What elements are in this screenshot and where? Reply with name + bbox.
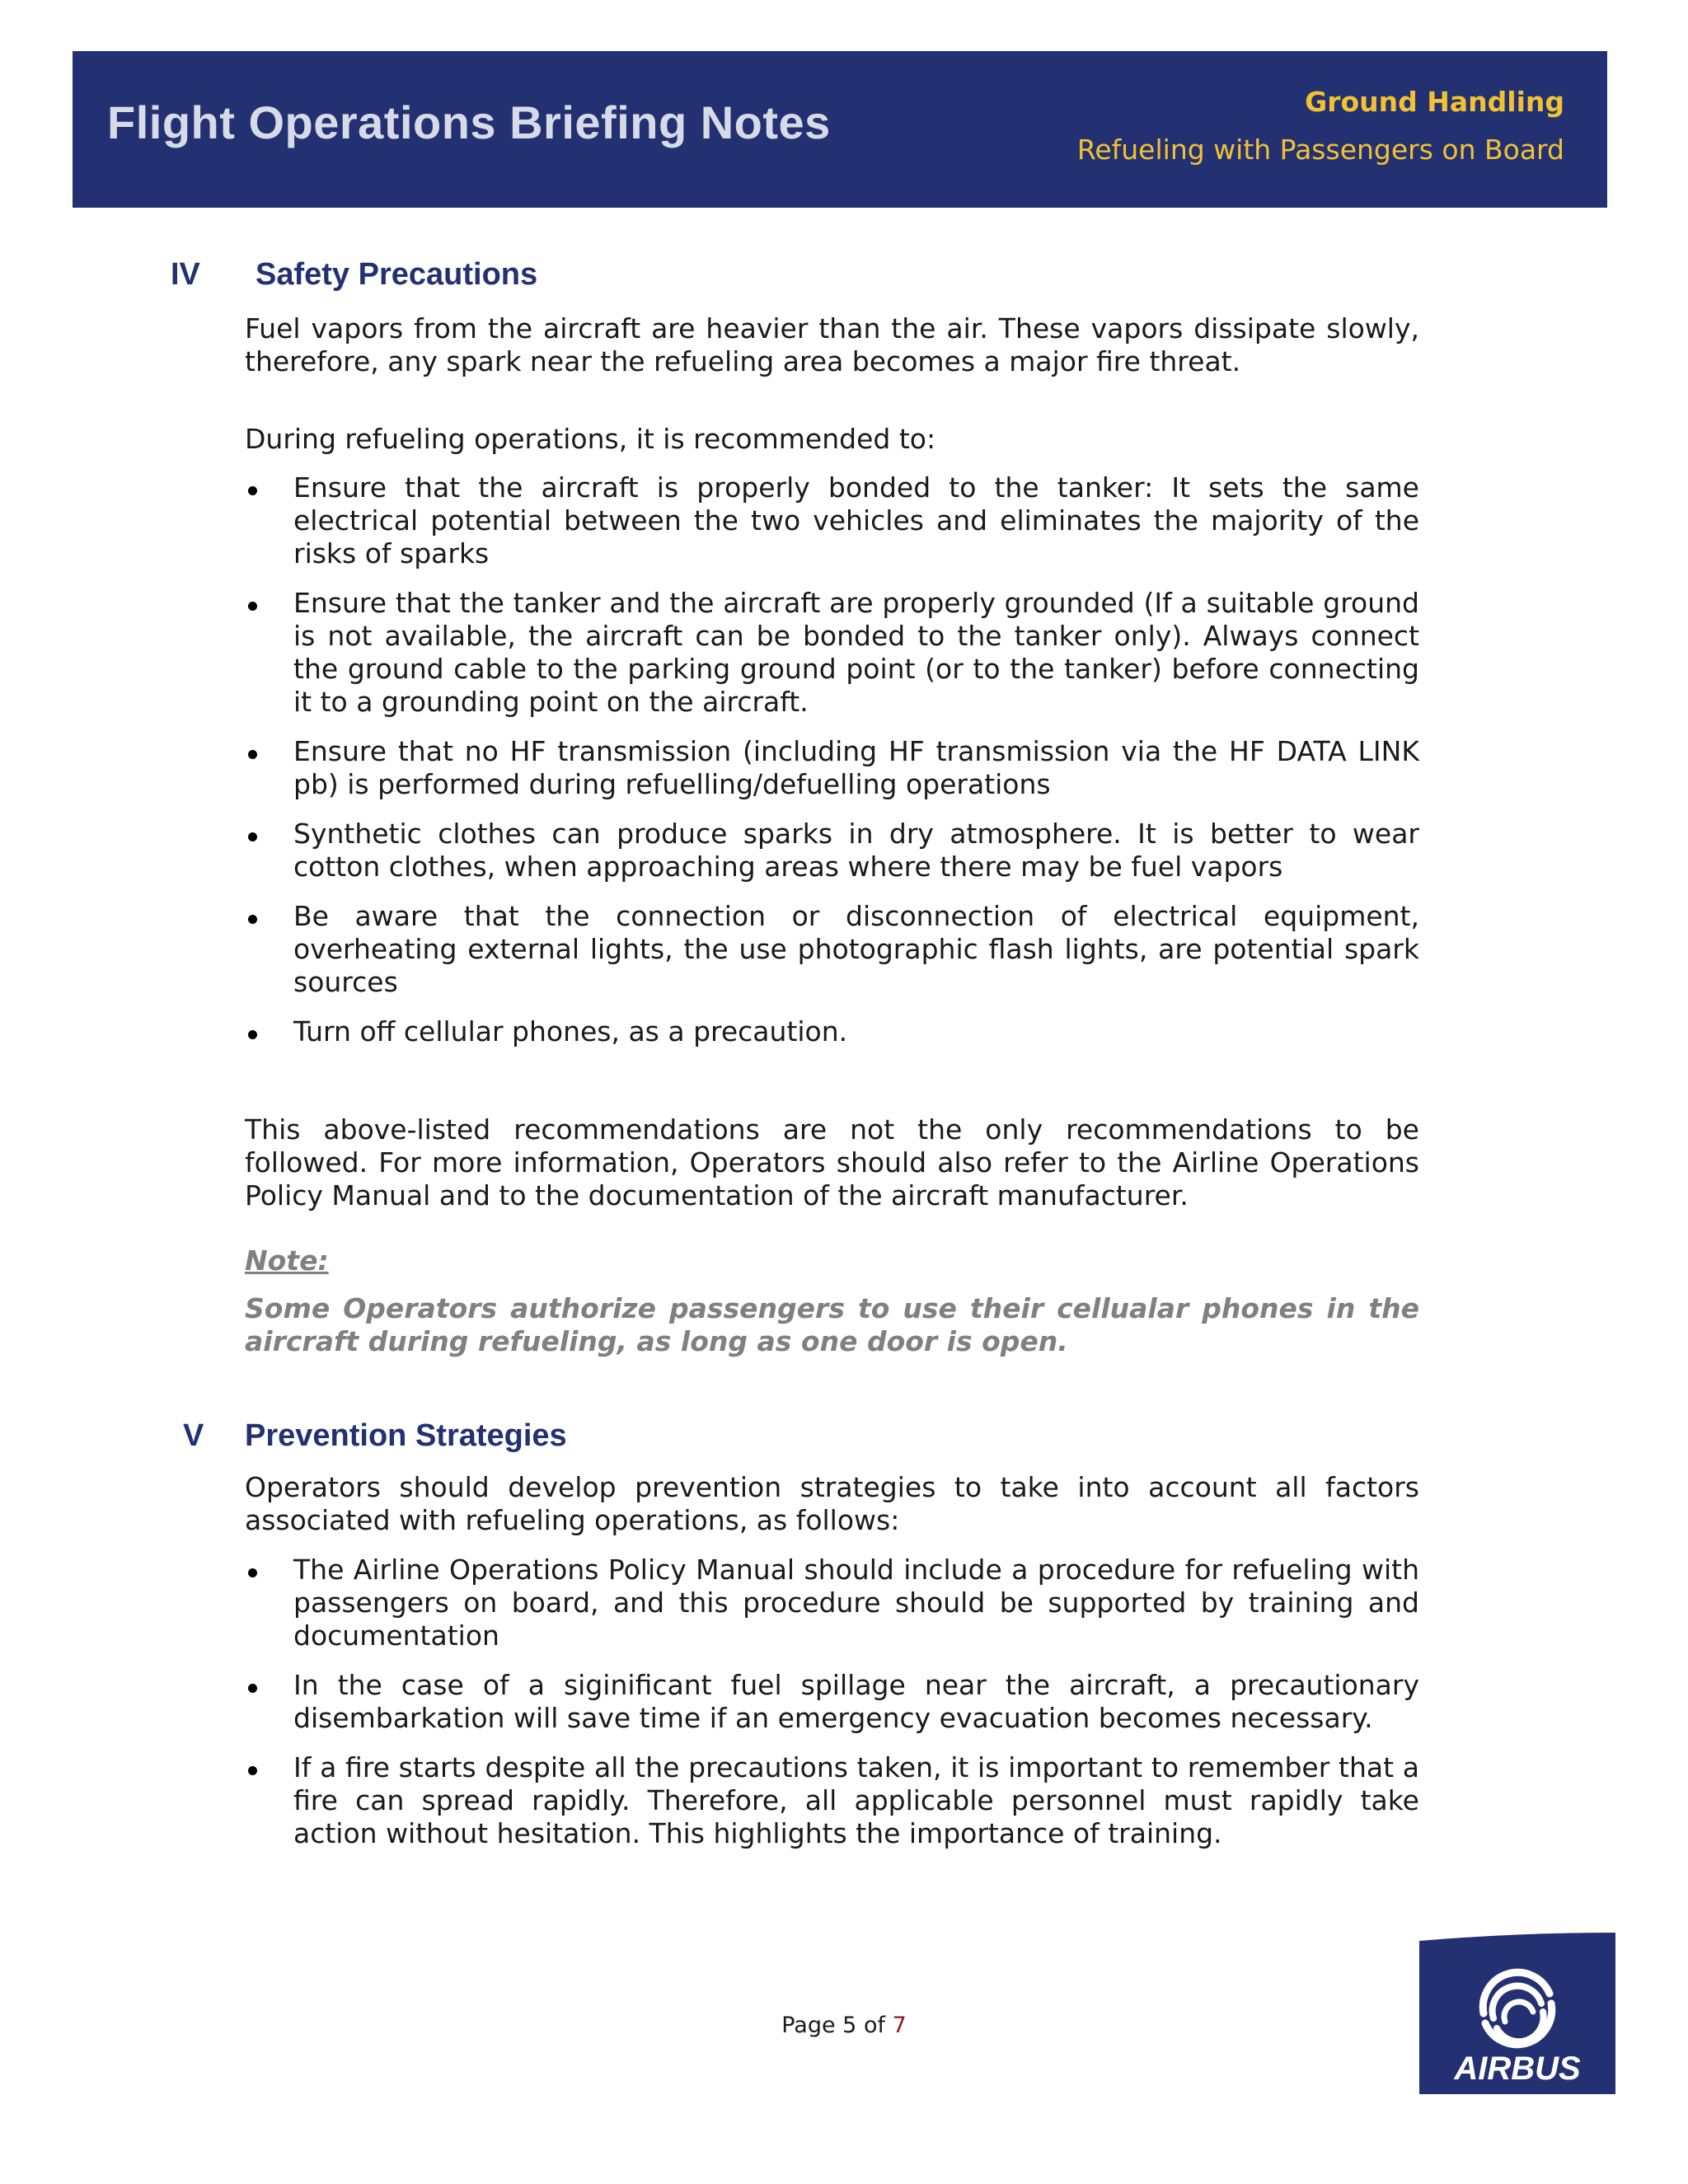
header-subtitle: Refueling with Passengers on Board (1076, 134, 1564, 166)
bullet-icon (248, 602, 257, 611)
section-5-number: V (183, 1418, 204, 1453)
page-number-prefix: Page 5 of (781, 2013, 893, 2038)
list-item (245, 1669, 1419, 1735)
list-item (245, 1554, 1419, 1652)
bullet-icon (248, 832, 257, 841)
bullet-text: Ensure that the tanker and the aircraft are properly grounded (If a suitable ground is not available, the aircraft can be bonded to the tanker only). Always connect the ground cable to the parking ground point (or to the tanker) before connecting it to a grounding point on the aircraft. (293, 587, 1419, 718)
bullet-icon (248, 750, 257, 759)
bullet-text: The Airline Operations Policy Manual should include a procedure for refueling with passengers on board, and this procedure should be supported by training and documentation (293, 1554, 1419, 1652)
bullet-icon (248, 1684, 257, 1693)
list-item (245, 735, 1419, 801)
list-item (245, 1751, 1419, 1850)
airbus-logo (1419, 1933, 1615, 2094)
header-title: Flight Operations Briefing Notes (107, 96, 831, 148)
page-header (73, 51, 1607, 208)
list-item (245, 587, 1419, 719)
list-item (245, 900, 1419, 999)
section-5-title: Prevention Strategies (245, 1418, 567, 1453)
bullet-text: In the case of a siginificant fuel spillage near the aircraft, a precautionary disembarkation will save time if an emergency evacuation becomes necessary. (293, 1669, 1419, 1734)
section-4-bullet-list (245, 471, 1419, 1065)
bullet-text: Turn off cellular phones, as a precaution. (293, 1015, 848, 1047)
section-4-closing: This above-listed recommendations are not the only recommendations to be followed. For more information, Operators should also refer to the Airline Operations Policy Manual and to the documentation of the aircraft manufacturer. (245, 1113, 1419, 1212)
bullet-icon (248, 1568, 257, 1577)
bullet-icon (248, 1766, 257, 1775)
section-4-number: IV (171, 257, 200, 292)
bullet-text: Be aware that the connection or disconnection of electrical equipment, overheating external lights, the use photographic flash lights, are potential spark sources (293, 900, 1419, 998)
bullet-text: Synthetic clothes can produce sparks in dry atmosphere. It is better to wear cotton clothes, when approaching areas where there may be fuel vapors (293, 818, 1419, 883)
page-total: 7 (892, 2013, 907, 2038)
note-text: Some Operators authorize passengers to use their cellualar phones in the aircraft during refueling, as long as one door is open. (245, 1292, 1419, 1357)
section-5-intro: Operators should develop prevention strategies to take into account all factors associated with refueling operations, as follows: (245, 1471, 1419, 1536)
bullet-text: Ensure that no HF transmission (including HF transmission via the HF DATA LINK pb) is performed during refuelling/defuelling operations (293, 735, 1419, 800)
note-label: Note: (245, 1244, 329, 1277)
section-4-lead: During refueling operations, it is recommended to: (245, 423, 936, 455)
header-category: Ground Handling (1305, 86, 1564, 118)
bullet-text: If a fire starts despite all the precautions taken, it is important to remember that a fire can spread rapidly. Therefore, all applicable personnel must rapidly take action without hesitation. This highlights the importance of training. (293, 1751, 1419, 1849)
list-item (245, 818, 1419, 883)
section-5-bullet-list (245, 1554, 1419, 1867)
logo-wordmark: AIRBUS (1454, 2050, 1581, 2087)
section-4-title: Safety Precautions (256, 257, 538, 292)
list-item (245, 471, 1419, 570)
bullet-text: Ensure that the aircraft is properly bonded to the tanker: It sets the same electrical potential between the two vehicles and eliminates the majority of the risks of sparks (293, 471, 1419, 569)
section-4-intro: Fuel vapors from the aircraft are heavier than the air. These vapors dissipate slowly, therefore, any spark near the refueling area becomes a major fire threat. (245, 312, 1419, 377)
bullet-icon (248, 915, 257, 924)
list-item (245, 1015, 1419, 1048)
bullet-icon (248, 486, 257, 495)
bullet-icon (248, 1030, 257, 1039)
